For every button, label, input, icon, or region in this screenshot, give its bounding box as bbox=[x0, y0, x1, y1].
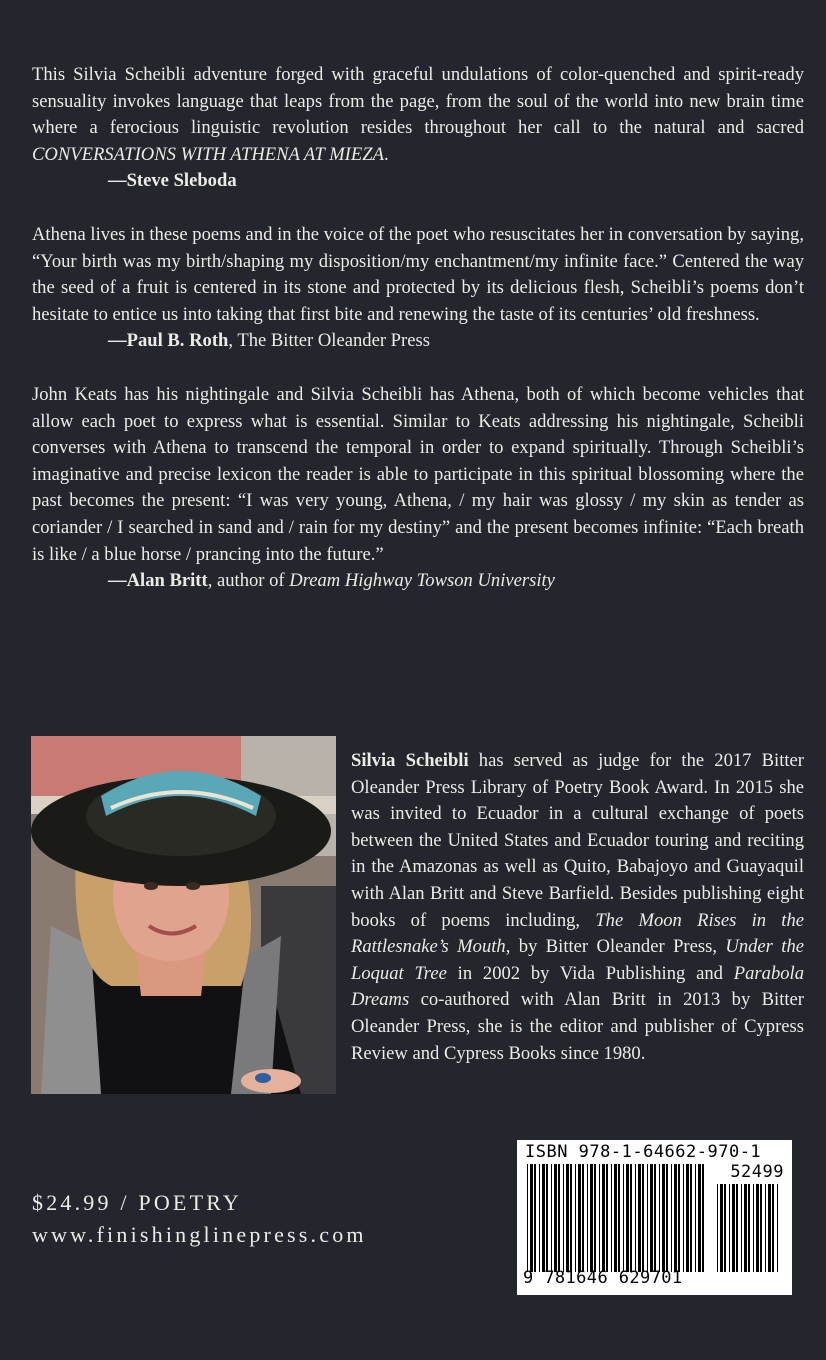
barcode-bar bbox=[587, 1164, 588, 1272]
barcode-bar bbox=[732, 1184, 735, 1272]
blurb-author: —Alan Britt bbox=[108, 570, 208, 592]
price-category: $24.99 / POETRY bbox=[32, 1190, 242, 1215]
barcode-bar bbox=[638, 1164, 641, 1272]
blurb-affiliation: , The Bitter Oleander Press bbox=[228, 330, 430, 352]
barcode-bar bbox=[662, 1164, 665, 1272]
bio-book-title: Under the Loquat Tree bbox=[351, 936, 805, 984]
author-name: Silvia Scheibli bbox=[351, 750, 469, 771]
barcode-bar bbox=[666, 1164, 668, 1272]
barcode-bar bbox=[690, 1164, 692, 1272]
barcode-bar bbox=[618, 1164, 620, 1272]
bio-text: in 2002 by Vida Publishing and bbox=[446, 962, 734, 984]
bio-book-title: The Moon Rises in the Rattlesnake’s Mouth bbox=[351, 909, 805, 958]
barcode-bar bbox=[748, 1184, 750, 1272]
barcode-bar bbox=[772, 1184, 774, 1272]
barcode-bar bbox=[674, 1164, 677, 1272]
barcode-bar bbox=[530, 1164, 533, 1272]
barcode-bar bbox=[539, 1164, 540, 1272]
barcode-bar bbox=[741, 1184, 742, 1272]
barcode-bar bbox=[683, 1164, 684, 1272]
book-title: CONVERSATIONS WITH ATHENA AT MIEZA bbox=[32, 143, 384, 165]
barcode-bar bbox=[659, 1164, 660, 1272]
barcode-bar bbox=[582, 1164, 584, 1272]
barcode-bar bbox=[671, 1164, 672, 1272]
isbn-label: ISBN 978-1-64662-970-1 bbox=[525, 1142, 762, 1162]
barcode-bar bbox=[558, 1164, 560, 1272]
blurbs-section bbox=[32, 62, 804, 595]
barcode-bar bbox=[563, 1164, 564, 1272]
barcode-bar bbox=[729, 1184, 730, 1272]
blurb-1 bbox=[32, 62, 804, 195]
publisher-website[interactable]: www.finishinglinepress.com bbox=[32, 1222, 367, 1247]
blurb-text: Athena lives in these poems and in the voice of the poet who resuscitates her in conversation by saying, “Your birth was my birth/shaping my disposition/my enchantment/my infinite face.” Centered the way the seed of a fruit is centered in its stone and protected by its delicious flesh, Scheibli’s poems don’t hesitate to entice us into taking that first bite and renewing the taste of its centuries’ old freshness. bbox=[32, 223, 804, 325]
barcode-bar bbox=[594, 1164, 596, 1272]
barcode-bar bbox=[717, 1184, 718, 1272]
barcode-bar bbox=[635, 1164, 636, 1272]
barcode-bar bbox=[590, 1164, 593, 1272]
blurb-author: —Paul B. Roth bbox=[108, 330, 229, 352]
blurb-paragraph bbox=[32, 62, 804, 168]
barcode-bar bbox=[566, 1164, 569, 1272]
blurb-attribution bbox=[32, 328, 804, 355]
barcode-bar bbox=[647, 1164, 648, 1272]
blurb-text-end: . bbox=[383, 143, 389, 165]
barcode-bar bbox=[768, 1184, 771, 1272]
blurb-affiliation-title: Dream Highway Towson University bbox=[289, 570, 555, 592]
barcode-bar bbox=[777, 1184, 778, 1272]
bio-book-title: Parabola Dreams bbox=[351, 962, 804, 1011]
barcode-bar bbox=[698, 1164, 701, 1272]
barcode-bar bbox=[599, 1164, 600, 1272]
barcode-bar bbox=[546, 1164, 548, 1272]
barcode-bar bbox=[623, 1164, 624, 1272]
barcode-bar bbox=[551, 1164, 552, 1272]
addon-bars bbox=[717, 1184, 783, 1272]
blurb-text: John Keats has his nightingale and Silvia Scheibli has Athena, both of which become vehicles that allow each poet to express what is essential. Similar to Keats addressing his nightingale, Scheibli converses with Athena to transcend the temporal in order to expand spiritually. Through Scheibli’s imaginative and precise lexicon the reader is able to participate in this spiritual blossoming where the past becomes the present: “I was very young, Athena, / my hair was glossy / my skin as tender as coriander / I searched in sand and / rain for my destiny” and the present becomes infinite: “Each breath is like / a blue horse / prancing into the future.” bbox=[32, 383, 804, 565]
barcode-bar bbox=[554, 1164, 557, 1272]
author-photo bbox=[31, 736, 336, 1094]
blurb-2 bbox=[32, 222, 804, 355]
bio-text: has served as judge for the 2017 Bitter Oleander Press Library of Poetry Book Award. In 2015 she was invited to Ecuador in a cultural exchange of poets between the United States and Ecuador touring and reciting in the Amazonas as well as Quito, Babajoyo and Guayaquil with Alan Britt and Steve Barfield. Besides publishing eight books of poems including, bbox=[351, 750, 804, 931]
barcode-bar bbox=[575, 1164, 576, 1272]
blurb-paragraph bbox=[32, 382, 804, 568]
barcode-bar bbox=[527, 1164, 528, 1272]
ean-digits: 9 781646 629701 bbox=[523, 1268, 683, 1288]
barcode-bar bbox=[602, 1164, 605, 1272]
blurb-attribution bbox=[32, 168, 804, 195]
price-code: 52499 bbox=[730, 1162, 784, 1182]
barcode-bar bbox=[765, 1184, 766, 1272]
bio-text: , by Bitter Oleander Press, bbox=[505, 936, 726, 958]
barcode-bar bbox=[686, 1164, 689, 1272]
barcode-bar bbox=[753, 1184, 754, 1272]
author-photo-illustration bbox=[31, 736, 336, 1094]
barcode-bar bbox=[654, 1164, 656, 1272]
barcode-bar bbox=[630, 1164, 632, 1272]
barcode-bar bbox=[606, 1164, 608, 1272]
barcode-bar bbox=[626, 1164, 629, 1272]
barcode-bar bbox=[695, 1164, 696, 1272]
blurb-affiliation: , author of bbox=[207, 570, 290, 592]
barcode-bar bbox=[702, 1164, 704, 1272]
blurb-author: —Steve Sleboda bbox=[108, 170, 237, 192]
barcode-bar bbox=[720, 1184, 723, 1272]
barcode-bar bbox=[650, 1164, 653, 1272]
barcode-bar bbox=[642, 1164, 644, 1272]
barcode-bar bbox=[542, 1164, 545, 1272]
barcode-bar bbox=[756, 1184, 759, 1272]
blurb-attribution bbox=[32, 568, 804, 595]
barcode-bar bbox=[678, 1164, 680, 1272]
barcode-bar bbox=[614, 1164, 617, 1272]
author-bio bbox=[351, 748, 804, 1067]
barcode-bar bbox=[611, 1164, 612, 1272]
blurb-text: This Silvia Scheibli adventure forged with graceful undulations of color-quenched and spirit-ready sensuality invokes language that leaps from the page, from the soul of the world into new brain time where a ferocious linguistic revolution resides throughout her call to the natural and sacred bbox=[32, 64, 804, 139]
isbn-barcode bbox=[517, 1140, 792, 1295]
ean-bars bbox=[527, 1164, 707, 1272]
barcode-bar bbox=[578, 1164, 581, 1272]
barcode-bar bbox=[570, 1164, 572, 1272]
barcode-bar bbox=[534, 1164, 536, 1272]
barcode-bar bbox=[760, 1184, 762, 1272]
blurb-3 bbox=[32, 382, 804, 595]
barcode-bar bbox=[736, 1184, 738, 1272]
barcode-bar bbox=[724, 1184, 726, 1272]
bio-text: co-authored with Alan Britt in 2013 by Bitter Oleander Press, she is the editor and publisher of Cypress Review and Cypress Books since 1980. bbox=[351, 989, 804, 1064]
blurb-paragraph bbox=[32, 222, 804, 328]
barcode-bar bbox=[744, 1184, 747, 1272]
